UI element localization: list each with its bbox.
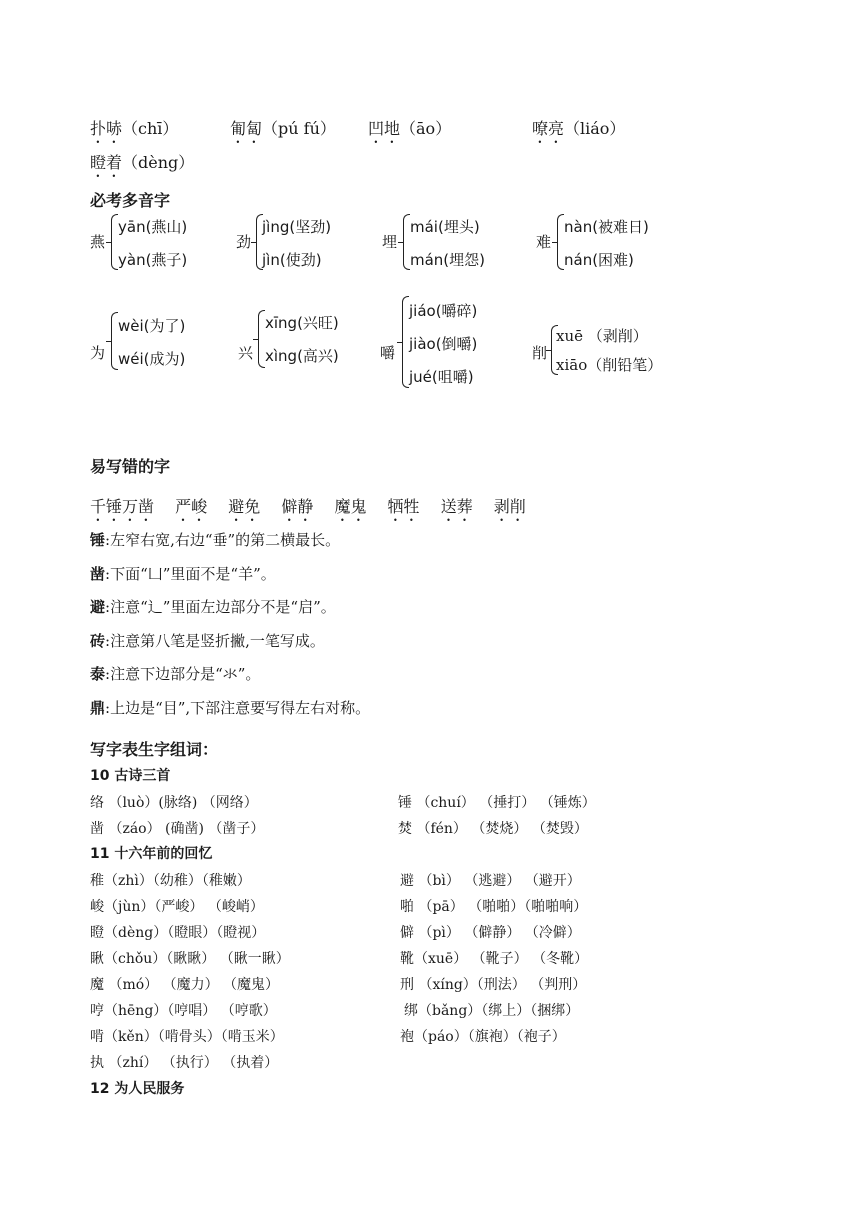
poly-reading: xuē （剥削） [556,327,648,345]
word-text: 匍匐 [230,119,263,138]
poly-char: 埋 [382,233,398,251]
vocab-entry: 瞅（chǒu）（瞅瞅） （瞅一瞅） [90,951,290,967]
note-text: :注意“辶”里面左边部分不是“启”。 [105,598,336,616]
vocab-entry: 稚（zhì）（幼稚）（稚嫩） [90,873,251,889]
brace [258,310,265,368]
poly-reading: nán(困难) [564,251,634,269]
vocab-entry: 袍（páo）（旗袍）（袍子） [400,1029,566,1045]
vocab-entry: 啪 （pā） （啪啪）（啪啪响） [400,899,588,915]
lesson-heading: 12 为人民服务 [90,1081,185,1097]
poly-reading: yān(燕山) [118,218,188,236]
brace [111,214,118,270]
poly-char: 为 [90,344,106,362]
vocab-entry: 哼（hēng）（哼唱） （哼歌） [90,1003,277,1019]
vocab-entry: 魔 （mó） （魔力） （魔鬼） [90,977,280,993]
poly-reading: nàn(被难日) [564,218,649,236]
mistake-word: 千锤万凿 [90,497,155,516]
mistake-note [90,529,340,550]
poly-char: 嚼 [380,344,396,362]
word-pinyin: （āo） [400,119,452,138]
vocab-entry: 凿 （záo） (确凿) （凿子） [90,821,265,837]
mistake-note [90,663,260,684]
word-pinyin: （dèng） [122,153,195,172]
poly-reading: mán(埋怨) [410,251,486,269]
word-text: 嘹亮 [532,119,565,138]
note-text: :下面“凵”里面不是“羊”。 [105,565,276,583]
poly-reading: jìn(使劲) [262,251,322,269]
mistake-note [90,563,276,584]
vocab-entry: 焚 （fén） （焚烧） （焚毁） [398,821,588,837]
lesson-heading: 11 十六年前的回忆 [90,846,213,862]
poly-reading: jiào(倒嚼) [409,335,478,353]
poly-reading: yàn(燕子) [118,251,188,269]
note-text: :上边是“目”,下部注意要写得左右对称。 [105,699,371,717]
word-pinyin: （pú fú） [262,119,336,138]
poly-reading: mái(埋头) [410,218,480,236]
word-pinyin: （liáo） [564,119,626,138]
mistake-word: 剥削 [493,497,526,516]
note-text: :左窄右宽,右边“垂”的第二横最长。 [105,531,341,549]
vocab-entry: 绑（bǎng）（绑上）（捆绑） [404,1003,580,1019]
poly-reading: wèi(为了) [118,317,186,335]
mistake-word: 牺牲 [387,497,420,516]
mistake-note [90,630,325,651]
poly-reading: xīng(兴旺) [265,314,339,332]
word-item [532,116,625,147]
poly-char: 削 [532,344,548,362]
mistake-note [90,596,336,617]
note-text: :注意下边部分是“氺”。 [105,665,261,683]
vocab-entry: 瞪（dèng）（瞪眼）（瞪视） [90,925,266,941]
mistake-word: 避免 [228,497,261,516]
note-char: 鼎 [90,699,106,717]
mistakes-title: 易写错的字 [90,457,171,476]
note-char: 锤 [90,531,106,549]
brace [402,296,409,388]
poly-reading: jué(咀嚼) [409,368,474,386]
poly-reading: jiáo(嚼碎) [409,302,478,320]
mistake-word: 魔鬼 [334,497,367,516]
poly-reading: jìng(坚劲) [262,218,332,236]
vocab-entry: 刑 （xíng）（刑法） （判刑） [400,977,587,993]
note-char: 避 [90,598,106,616]
poly-char: 劲 [236,233,252,251]
word-item [368,116,451,147]
poly-char: 燕 [90,233,106,251]
word-item [90,150,194,181]
word-text: 瞪着 [90,153,123,172]
mistake-word: 僻静 [281,497,314,516]
note-char: 泰 [90,665,106,683]
mistake-word: 严峻 [175,497,208,516]
word-text: 凹地 [368,119,401,138]
vocab-entry: 峻（jùn）（严峻） （峻峭） [90,899,264,915]
mistake-note [90,697,370,718]
note-text: :注意第八笔是竖折撇,一笔写成。 [105,632,325,650]
vocab-entry: 执 （zhí） （执行） （执着） [90,1055,279,1071]
poly-char: 难 [536,233,552,251]
vocab-entry: 靴（xuē） （靴子） （冬靴） [400,951,589,967]
word-item [230,116,336,147]
word-item [90,116,178,147]
vocab-entry: 啃（kěn）（啃骨头）（啃玉米） [90,1029,284,1045]
vocab-entry: 锤 （chuí） （捶打） （锤炼） [398,795,596,811]
vocab-entry: 络 （luò）(脉络) （网络） [90,795,258,811]
vocab-entry: 避 （bì） （逃避） （避开） [400,873,581,889]
poly-char: 兴 [238,344,254,362]
word-pinyin: （chī） [122,119,179,138]
poly-reading: wéi(成为) [118,350,186,368]
poly-reading: xìng(高兴) [265,347,339,365]
note-char: 凿 [90,565,106,583]
word-text: 扑哧 [90,119,123,138]
lesson-heading: 10 古诗三首 [90,768,171,784]
mistake-words [90,494,526,525]
vocab-entry: 僻 （pì） （僻静） （冷僻） [400,925,581,941]
poly-reading: xiāo（削铅笔） [556,356,663,374]
brace [403,214,410,270]
brace [557,214,564,270]
mistake-word: 送葬 [440,497,473,516]
brace [111,312,118,370]
note-char: 砖 [90,632,106,650]
vocab-title: 写字表生字组词： [90,740,219,759]
polyphonic-title: 必考多音字 [90,191,171,210]
